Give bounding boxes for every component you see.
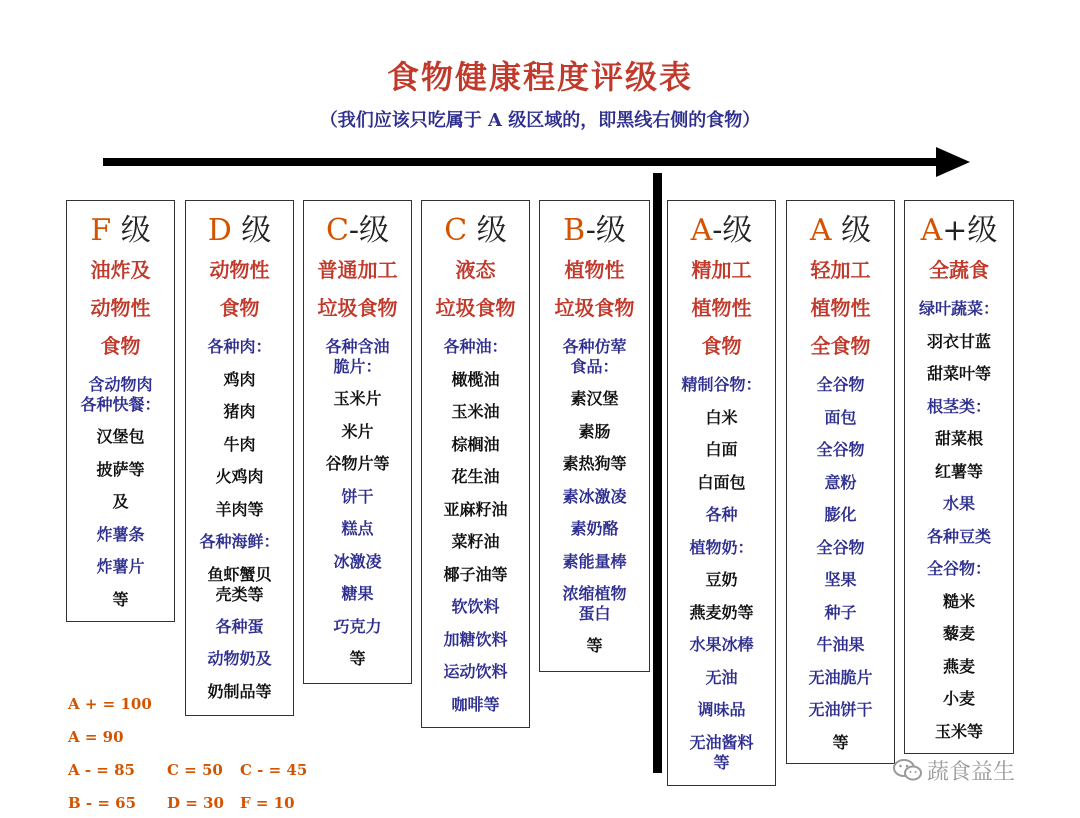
grade-letter: F: [90, 213, 112, 248]
list-item: 菜籽油: [451, 532, 500, 551]
grade-letter: A: [809, 213, 832, 248]
list-item: 水果冰棒: [689, 635, 754, 654]
grade-column-c-minus: [303, 200, 412, 684]
item-list: [787, 369, 894, 759]
list-item: 谷物片等: [325, 454, 390, 473]
list-item: 绿叶蔬菜：: [918, 299, 999, 318]
list-item: 无油酱料 等: [689, 732, 754, 772]
grade-letter: C: [444, 213, 468, 248]
list-item: 坚果: [824, 570, 857, 589]
category-line: 垃圾食物: [317, 296, 398, 320]
list-item: 根茎类：: [926, 396, 991, 416]
grade-heading: [905, 211, 1013, 251]
legend-a: A = 90: [68, 728, 124, 746]
list-item: 全谷物: [816, 375, 865, 394]
list-item: 各种含油 脆片：: [325, 337, 390, 376]
grade-suffix: -级: [585, 213, 626, 248]
list-item: 及: [112, 492, 129, 511]
category-line: 油炸及: [90, 258, 151, 282]
list-item: 鱼虾蟹贝 壳类等: [207, 564, 272, 604]
item-list: [668, 369, 775, 779]
list-item: 藜麦: [942, 624, 975, 643]
list-item: 软饮料: [451, 597, 500, 616]
list-item: 调味品: [697, 700, 746, 719]
category-line: 轻加工: [810, 258, 871, 282]
grade-heading: [787, 211, 894, 251]
legend-a-minus: A - = 85: [68, 761, 135, 779]
grade-heading: [422, 211, 529, 251]
grade-column-f: [66, 200, 175, 622]
category-line: 普通加工: [317, 258, 398, 282]
grade-letter: D: [207, 213, 232, 248]
arrow-head-icon: [936, 147, 970, 177]
list-item: 汉堡包: [96, 427, 145, 446]
list-item: 饼干: [341, 486, 374, 506]
grade-letter: A: [690, 213, 713, 248]
grade-suffix: 级: [241, 213, 272, 248]
grade-suffix: 级: [476, 213, 507, 248]
list-item: 白米: [705, 407, 738, 427]
grade-suffix: +级: [942, 213, 998, 248]
list-item: 素能量棒: [562, 551, 627, 571]
list-item: 素冰激凌: [562, 486, 627, 506]
list-item: 各种豆类: [926, 526, 991, 546]
grade-column-a-minus: [667, 200, 776, 786]
list-item: 甜菜根: [934, 429, 983, 448]
list-item: 无油: [705, 667, 738, 687]
list-item: 素奶酪: [570, 519, 619, 538]
list-item: 羊肉等: [215, 499, 264, 519]
list-item: 等: [832, 732, 849, 752]
list-item: 白面: [705, 440, 738, 459]
list-item: 面包: [824, 407, 857, 427]
list-item: 冰激凌: [333, 551, 382, 571]
legend-c-minus: C - = 45: [240, 761, 308, 779]
grade-heading: [186, 211, 293, 251]
list-item: 水果: [942, 494, 975, 513]
list-item: 鸡肉: [223, 369, 256, 389]
list-item: 动物奶及: [207, 649, 272, 668]
category-line: 液态: [455, 258, 496, 282]
list-item: 咖啡等: [451, 694, 500, 714]
grade-suffix: -级: [712, 213, 753, 248]
grade-letter: C: [325, 213, 349, 248]
arrow-line: [103, 158, 943, 166]
watermark-text: 蔬食益生: [927, 760, 1016, 785]
list-item: 种子: [824, 602, 857, 622]
page-title: 食物健康程度评级表: [386, 58, 693, 96]
legend-f: F = 10: [240, 794, 295, 812]
list-item: 火鸡肉: [215, 467, 264, 486]
grade-heading: [67, 211, 174, 251]
item-list: [186, 331, 293, 708]
item-list: [67, 369, 174, 616]
grade-column-c: [421, 200, 530, 728]
list-item: 全谷物：: [926, 559, 991, 578]
grade-column-d: [185, 200, 294, 716]
list-item: 膨化: [824, 505, 857, 524]
legend-a-plus: A + = 100: [68, 695, 152, 713]
category-line: 全蔬食: [929, 258, 989, 282]
list-item: 棕榈油: [451, 434, 500, 454]
list-item: 各种油：: [443, 337, 508, 356]
list-item: 小麦: [942, 689, 975, 708]
category-line: 植物性: [691, 296, 752, 320]
list-item: 含动物肉 各种快餐：: [80, 375, 161, 414]
grade-suffix: 级: [841, 213, 872, 248]
list-item: 甜菜叶等: [926, 364, 991, 383]
list-item: 豆奶: [705, 570, 738, 589]
list-item: 等: [349, 649, 366, 668]
item-list: [304, 331, 411, 676]
grade-suffix: -级: [348, 213, 390, 248]
list-item: 全谷物: [816, 537, 865, 557]
list-item: 亚麻籽油: [443, 499, 508, 519]
list-item: 玉米等: [934, 721, 983, 741]
list-item: 炸薯条: [96, 524, 145, 544]
category-line: 精加工: [691, 258, 752, 282]
list-item: 米片: [341, 421, 374, 441]
list-item: 炸薯片: [96, 557, 145, 576]
list-item: 植物奶：: [689, 537, 754, 557]
list-item: 牛油果: [816, 635, 865, 654]
grade-column-b-minus: [539, 200, 650, 672]
list-item: 白面包: [697, 472, 746, 492]
wechat-icon: [893, 758, 923, 788]
list-item: 意粉: [824, 472, 857, 492]
list-item: 全谷物: [816, 440, 865, 459]
grade-column-a-plus: [904, 200, 1014, 754]
item-list: [540, 331, 649, 663]
grade-heading: [668, 211, 775, 251]
list-item: 牛肉: [223, 434, 256, 454]
list-item: 燕麦: [942, 656, 975, 676]
watermark: [893, 755, 1015, 788]
list-item: 各种肉：: [207, 337, 272, 356]
list-item: 糖果: [341, 584, 374, 603]
grade-heading: [540, 211, 649, 251]
list-item: 运动饮料: [443, 662, 508, 681]
list-item: 各种: [705, 505, 738, 524]
grade-column-a: [786, 200, 895, 764]
list-item: 各种仿荤 食品：: [562, 337, 627, 376]
list-item: 等: [112, 589, 129, 609]
list-item: 巧克力: [333, 616, 382, 636]
list-item: 素汉堡: [570, 389, 619, 408]
list-item: 浓缩植物 蛋白: [562, 584, 627, 623]
list-item: 橄榄油: [451, 369, 500, 389]
list-item: 玉米片: [333, 389, 382, 408]
category-line: 植物性: [810, 296, 871, 320]
category-line: 动物性: [90, 296, 151, 320]
category-line: 植物性: [564, 258, 625, 282]
list-item: 素热狗等: [562, 454, 627, 473]
category-line: 动物性: [209, 258, 270, 282]
list-item: 各种海鲜：: [199, 532, 280, 551]
legend-b-minus: B - = 65: [68, 794, 137, 812]
list-item: 无油饼干: [808, 700, 873, 719]
list-item: 花生油: [451, 467, 500, 486]
list-item: 等: [586, 636, 603, 655]
list-item: 椰子油等: [443, 564, 508, 584]
item-list: [422, 331, 529, 721]
list-item: 无油脆片: [808, 667, 873, 687]
category-line: 全食物: [810, 334, 871, 358]
category-line: 食物: [701, 334, 742, 358]
list-item: 玉米油: [451, 402, 500, 421]
list-item: 红薯等: [934, 461, 983, 481]
grade-letter: A: [920, 213, 943, 248]
list-item: 燕麦奶等: [689, 602, 754, 622]
grade-heading: [304, 211, 411, 251]
category-line: 垃圾食物: [435, 296, 516, 320]
grade-letter: B: [563, 213, 586, 248]
list-item: 羽衣甘蓝: [926, 331, 991, 351]
page-subtitle: （我们应该只吃属于 A 级区域的，即黑线右侧的食物）: [319, 110, 761, 131]
list-item: 猪肉: [223, 402, 256, 421]
category-line: 食物: [219, 296, 260, 320]
category-line: 食物: [100, 334, 141, 358]
legend-c: C = 50: [167, 761, 223, 779]
list-item: 素肠: [578, 421, 611, 441]
item-list: [905, 293, 1013, 748]
list-item: 糙米: [942, 591, 975, 611]
list-item: 加糖饮料: [443, 629, 508, 649]
grade-suffix: 级: [120, 213, 151, 248]
list-item: 披萨等: [96, 459, 145, 479]
legend-d: D = 30: [167, 794, 224, 812]
list-item: 精制谷物：: [681, 375, 762, 394]
list-item: 糕点: [341, 519, 374, 538]
list-item: 奶制品等: [207, 681, 272, 701]
a-grade-divider-line: [653, 173, 662, 773]
list-item: 各种蛋: [215, 616, 264, 636]
category-line: 垃圾食物: [554, 296, 635, 320]
